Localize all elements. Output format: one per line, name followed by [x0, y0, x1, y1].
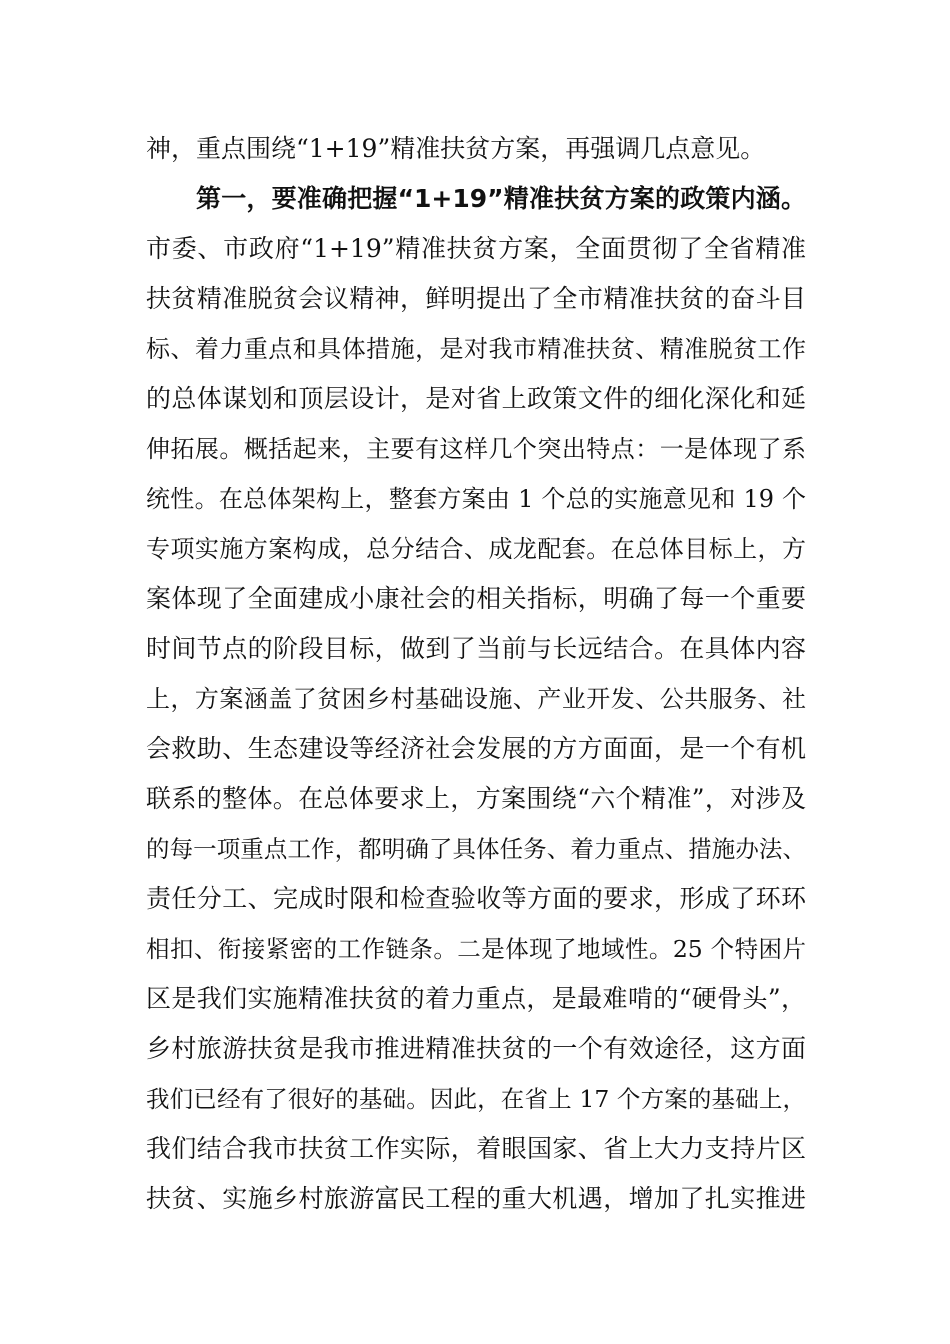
section-heading: 第一，要准确把握“1+19”精准扶贫方案的政策内涵。 — [196, 184, 806, 213]
text-line-20: 我们已经有了很好的基础。因此，在省上 17 个方案的基础上， — [146, 1085, 806, 1113]
text-line-5: 标、着力重点和具体措施，是对我市精准扶贫、精准脱贫工作 — [146, 335, 806, 363]
text-line-10: 案体现了全面建成小康社会的相关指标，明确了每一个重要 — [146, 584, 806, 613]
text-line-7: 伸拓展。概括起来，主要有这样几个突出特点：一是体现了系 — [146, 435, 806, 463]
text-line-13: 会救助、生态建设等经济社会发展的方方面面，是一个有机 — [146, 734, 806, 763]
text-line-17: 相扣、衔接紧密的工作链条。二是体现了地域性。25 个特困片 — [146, 935, 806, 963]
text-line-21: 我们结合我市扶贫工作实际，着眼国家、省上大力支持片区 — [146, 1134, 806, 1163]
text-line-15: 的每一项重点工作，都明确了具体任务、着力重点、措施办法、 — [146, 835, 806, 863]
text-line-4: 扶贫精准脱贫会议精神，鲜明提出了全市精准扶贫的奋斗目 — [146, 284, 806, 313]
text-line-1: 神，重点围绕“1+19”精准扶贫方案，再强调几点意见。 — [146, 134, 766, 163]
text-line-22: 扶贫、实施乡村旅游富民工程的重大机遇，增加了扎实推进 — [146, 1184, 806, 1213]
text-line-3: 市委、市政府“1+19”精准扶贫方案，全面贯彻了全省精准 — [146, 234, 806, 263]
text-line-12: 上，方案涵盖了贫困乡村基础设施、产业开发、公共服务、社 — [146, 685, 806, 713]
text-line-9: 专项实施方案构成，总分结合、成龙配套。在总体目标上，方 — [146, 535, 806, 563]
text-line-19: 乡村旅游扶贫是我市推进精准扶贫的一个有效途径，这方面 — [146, 1034, 806, 1063]
text-line-6: 的总体谋划和顶层设计，是对省上政策文件的细化深化和延 — [146, 384, 806, 413]
text-line-16: 责任分工、完成时限和检查验收等方面的要求，形成了环环 — [146, 884, 806, 913]
text-line-11: 时间节点的阶段目标，做到了当前与长远结合。在具体内容 — [146, 634, 806, 663]
text-line-18: 区是我们实施精准扶贫的着力重点，是最难啃的“硬骨头”， — [146, 984, 806, 1013]
text-line-8: 统性。在总体架构上，整套方案由 1 个总的实施意见和 19 个 — [146, 485, 806, 513]
text-line-14: 联系的整体。在总体要求上，方案围绕“六个精准”，对涉及 — [146, 784, 806, 813]
